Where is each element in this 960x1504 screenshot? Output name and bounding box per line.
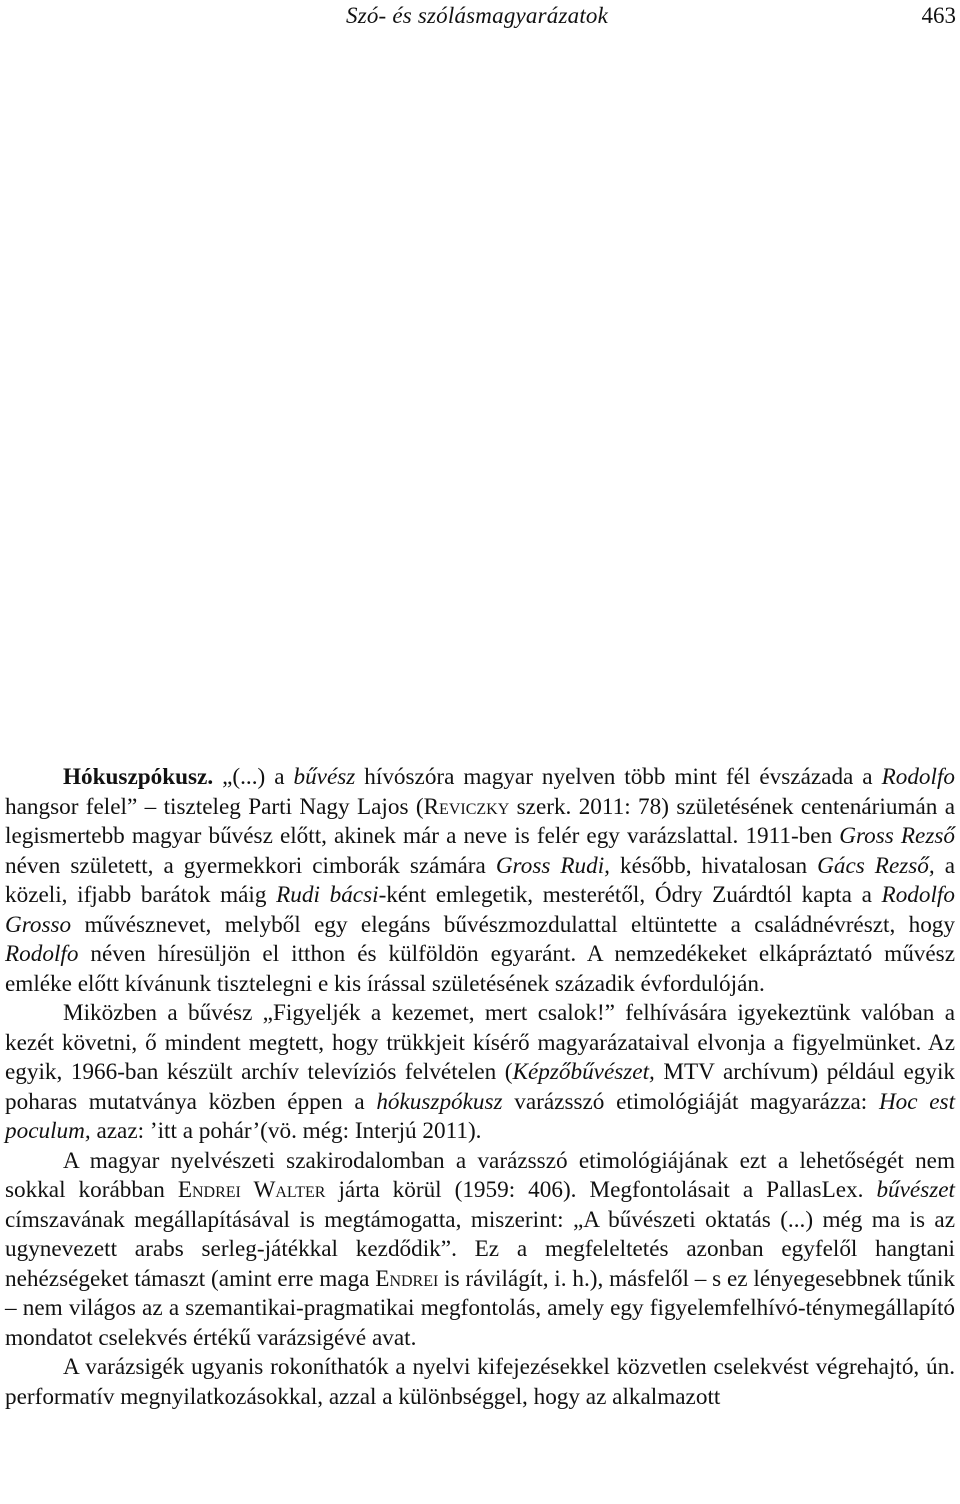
italic-term: Rodolfo Grosso bbox=[5, 882, 955, 938]
author-name: Reviczky bbox=[423, 793, 510, 820]
paragraph bbox=[5, 999, 955, 1147]
text-run: azaz: ’itt a pohár’(vö. még: Interjú 2011). bbox=[90, 1118, 482, 1144]
paragraph bbox=[5, 1147, 955, 1354]
author-name: Endrei bbox=[375, 1265, 439, 1292]
text-run: varázsszó etimológiáját magyarázza: bbox=[502, 1088, 879, 1115]
running-title: Szó- és szólásmagyarázatok bbox=[346, 3, 609, 28]
text-run: művésznevet, melyből egy elegáns bűvészmozdulattal eltüntette a családnévrészt, hogy bbox=[71, 911, 955, 938]
article-body bbox=[5, 763, 955, 1412]
paragraph-text bbox=[5, 764, 955, 997]
text-run: A varázsigék ugyanis rokoníthatók a nyelvi kifejezésekkel közvetlen cselekvést végrehajtó, ún. performatív megnyilatkozásokkal, azzal a különbséggel, hogy az alkalmazott bbox=[5, 1354, 955, 1410]
text-run: hívószóra magyar nyelven több mint fél évszázada a bbox=[355, 764, 882, 790]
italic-term: Gács Rezső, bbox=[817, 852, 935, 879]
italic-term: Rudi bácsi bbox=[276, 882, 379, 908]
page-number: 463 bbox=[921, 3, 956, 28]
italic-term: Képzőbűvészet, bbox=[512, 1059, 655, 1085]
italic-term: bűvészet bbox=[876, 1177, 955, 1203]
text-run: A magyar nyelvészeti szakirodalomban a varázsszó etimológiájának ezt a lehetőségét nem sokkal korábban bbox=[5, 1147, 955, 1203]
paragraph bbox=[5, 1353, 955, 1412]
author-name: Endrei Walter bbox=[177, 1177, 326, 1203]
text-run: címszavának megállapításával is megtámogatta, miszerint: „A bűvészeti oktatás (...) még ma is az ugynevezett arabs serleg-játékkal kezdődik”. Ez a megfeleltetés azonban egyfelől hangtani nehézségeket támaszt (amint erre maga bbox=[5, 1206, 955, 1292]
italic-term: Gross Rezső bbox=[839, 823, 955, 849]
text-run: MTV archívum) például egyik poharas mutatványa közben éppen a bbox=[5, 1059, 955, 1115]
italic-term: Hoc est poculum, bbox=[5, 1088, 956, 1144]
paragraph bbox=[5, 763, 955, 999]
text-run: járta körül (1959: 406). Megfontolásait a PallasLex. bbox=[325, 1177, 877, 1203]
text-run: Miközben a bűvész „Figyeljék a kezemet, mert csalok!” felhívására igyekeztünk valóban a kezét követni, ő mindent megtett, hogy trükkjeit kísérő magyarázataival elvonja a figyelmünket. Az egyik, 1966-ban készült archív televíziós felvételen ( bbox=[5, 1000, 955, 1085]
text-run: a közeli, ifjabb barátok máig bbox=[5, 852, 956, 908]
text-run: -ként emlegetik, mesterétől, Ódry Zuárdtól kapta a bbox=[378, 882, 882, 908]
text-run: néven híresüljön el itthon és külföldön egyaránt. A nemzedékeket elkápráztató művész emléke előtt kívánunk tisztelegni e kis írással születésének századik évfordulóján. bbox=[5, 941, 955, 997]
text-run: néven született, a gyermekkori cimborák számára bbox=[5, 852, 496, 879]
italic-term: hókuszpókusz bbox=[376, 1088, 503, 1115]
headword: Hókuszpókusz. bbox=[63, 764, 214, 790]
italic-term: Rodolfo bbox=[5, 941, 79, 967]
text-run: szerk. 2011: 78) születésének centenáriumán a legismertebb magyar bűvész előtt, akinek már a neve is felér egy varázslattal. 1911-ben bbox=[5, 793, 955, 849]
text-run: „(...) a bbox=[222, 764, 294, 790]
text-run: is rávilágít, i. h.), másfelől – s ez lényegesebbnek tűnik – nem világos az a szemantikai-pragmatikai megfontolás, amely egy figyelemfelhívó-ténymegállapító mondatot cselekvés értékű varázsigévé avat. bbox=[5, 1265, 955, 1351]
italic-term: Gross Rudi, bbox=[495, 852, 610, 879]
italic-term: Rodolfo bbox=[881, 764, 956, 790]
text-run: hangsor felel” – tiszteleg Parti Nagy Lajos ( bbox=[5, 793, 424, 820]
italic-term: bűvész bbox=[293, 764, 356, 790]
text-run: később, hivatalosan bbox=[609, 852, 818, 879]
